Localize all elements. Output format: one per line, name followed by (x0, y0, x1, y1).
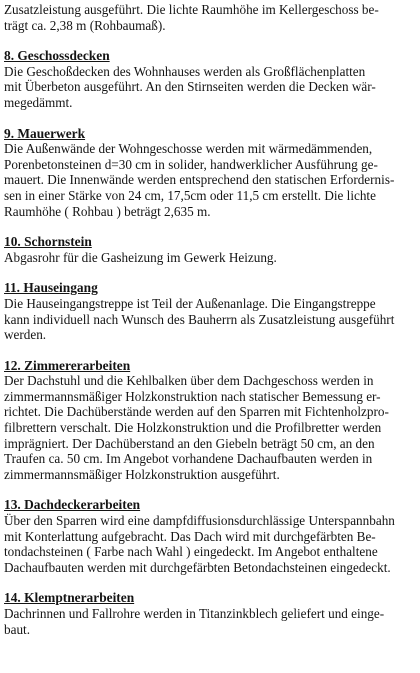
paragraph-line: mauert. Die Innenwände werden entsprechend den statischen Erfordernis- (4, 172, 395, 188)
section-heading: 13. Dachdeckerarbeiten (4, 497, 141, 513)
paragraph-line: Die Außenwände der Wohngeschosse werden mit wärmedämmenden, (4, 141, 373, 157)
paragraph-line: sen in einer Stärke von 24 cm, 17,5cm oder 11,5 cm erstellt. Die lichte (4, 187, 376, 203)
section-dachdeckerarbeiten (4, 497, 406, 575)
paragraph-line: Porenbetonsteinen d=30 cm in solider, handwerklicher Ausführung ge- (4, 156, 378, 172)
paragraph-line: imprägniert. Der Dachüberstand an den Giebeln beträgt 50 cm, an den (4, 435, 375, 451)
paragraph-line: Zusatzleistung ausgeführt. Die lichte Raumhöhe im Kellergeschoss be- (4, 2, 379, 17)
paragraph-line: filbrettern verschalt. Die Holzkonstruktion und die Profilbretter werden (4, 420, 382, 436)
section-heading: 11. Hauseingang (4, 280, 98, 296)
paragraph-line: mit Überbeton ausgeführt. An den Stirnseiten werden die Decken wär- (4, 79, 376, 95)
paragraph-line: Der Dachstuhl und die Kehlbalken über dem Dachgeschoss werden in (4, 373, 374, 389)
paragraph-line: zimmermannsmäßiger Holzkonstruktion ausgeführt. (4, 466, 280, 482)
paragraph-line: trägt ca. 2,38 m (Rohbaumaß). (4, 17, 166, 33)
paragraph-line: Abgasrohr für die Gasheizung im Gewerk Heizung. (4, 249, 277, 265)
intro-paragraph (4, 2, 406, 33)
section-heading: 9. Mauerwerk (4, 125, 86, 141)
paragraph-line: Dachaufbauten werden mit durchgefärbten Betondachsteinen eingedeckt. (4, 559, 391, 575)
paragraph-line: tondachsteinen ( Farbe nach Wahl ) eingedeckt. Im Angebot enthaltene (4, 544, 378, 560)
paragraph-line: mit Konterlattung aufgebracht. Das Dach wird mit durchgefärbten Be- (4, 528, 376, 544)
paragraph-line: Die Geschoßdecken des Wohnhauses werden als Großflächenplatten (4, 63, 366, 79)
paragraph-line: Über den Sparren wird eine dampfdiffusionsdurchlässige Unterspannbahn (4, 513, 395, 529)
section-heading: 14. Klemptnerarbeiten (4, 590, 135, 606)
paragraph-line: kann individuell nach Wunsch des Bauherrn als Zusatzleistung ausgeführt (4, 311, 395, 327)
paragraph-line: Traufen ca. 50 cm. Im Angebot vorhandene Dachaufbauten werden in (4, 451, 373, 467)
section-mauerwerk (4, 126, 406, 220)
paragraph-line: baut. (4, 621, 31, 637)
section-schornstein (4, 234, 406, 265)
section-heading: 10. Schornstein (4, 234, 92, 250)
section-klemptnerarbeiten (4, 590, 406, 637)
section-heading: 8. Geschossdecken (4, 48, 110, 64)
paragraph-line: Die Hauseingangstreppe ist Teil der Außenanlage. Die Eingangstreppe (4, 295, 376, 311)
section-zimmererarbeiten (4, 358, 406, 483)
paragraph-line: zimmermannsmäßiger Holzkonstruktion nach statischer Bemessung er- (4, 388, 381, 404)
paragraph-line: werden. (4, 327, 47, 343)
paragraph-line: richtet. Die Dachüberstände werden auf den Sparren mit Fichtenholzpro- (4, 404, 389, 420)
paragraph-line: Raumhöhe ( Rohbau ) beträgt 2,635 m. (4, 203, 211, 219)
paragraph-line: Dachrinnen und Fallrohre werden in Titanzinkblech geliefert und einge- (4, 606, 385, 621)
section-hauseingang (4, 280, 406, 342)
section-heading: 12. Zimmererarbeiten (4, 357, 131, 373)
section-geschossdecken (4, 48, 406, 110)
paragraph-line: megedämmt. (4, 94, 73, 110)
